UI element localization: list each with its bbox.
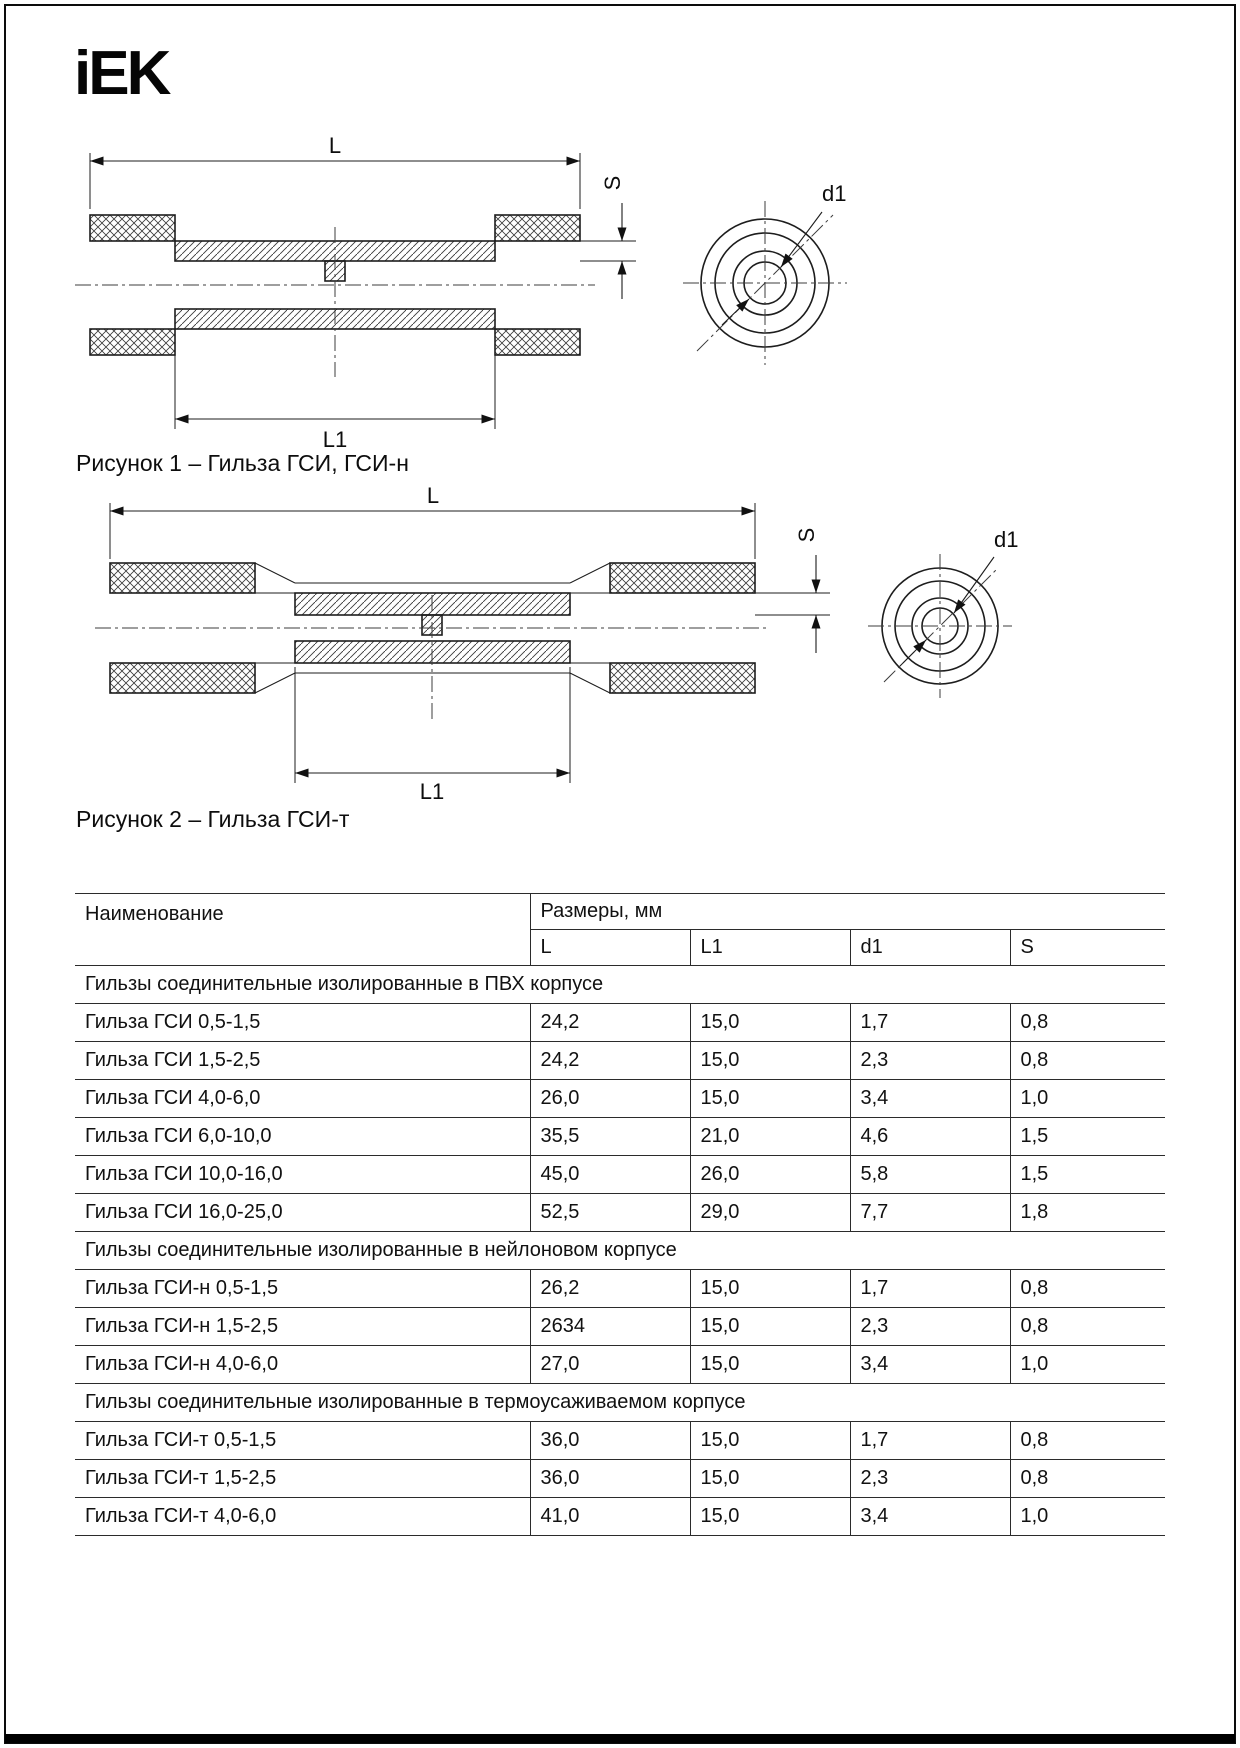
header-col-d1: d1 [850,930,1010,966]
table-row [75,1460,1165,1498]
header-col-S: S [1010,930,1165,966]
insulation-end-left-top [90,215,175,241]
figure-2-drawing [70,483,1170,813]
table-row [75,1080,1165,1118]
cell-L: 26,2 [530,1270,690,1308]
cell-L: 35,5 [530,1118,690,1156]
cell-S: 1,0 [1010,1346,1165,1384]
cell-name: Гильза ГСИ 16,0-25,0 [75,1194,530,1232]
end-view [683,181,847,365]
cell-d1: 2,3 [850,1042,1010,1080]
dim-label-S: S [600,175,625,191]
cell-L: 2634 [530,1308,690,1346]
insulation-end-right-top [610,563,755,593]
table-row [75,1194,1165,1232]
d1-arrow [722,299,749,325]
dimension-S [755,528,830,653]
cell-name: Гильза ГСИ-т 0,5-1,5 [75,1422,530,1460]
cell-name: Гильза ГСИ-т 1,5-2,5 [75,1460,530,1498]
cell-d1: 7,7 [850,1194,1010,1232]
cell-S: 1,0 [1010,1498,1165,1536]
dimension-S [580,176,636,299]
figure-2-caption: Рисунок 2 – Гильза ГСИ-т [76,806,350,832]
cell-L1: 15,0 [690,1422,850,1460]
table-row [75,1346,1165,1384]
cell-S: 1,0 [1010,1080,1165,1118]
cell-d1: 1,7 [850,1004,1010,1042]
cell-name: Гильза ГСИ 10,0-16,0 [75,1156,530,1194]
shrink-taper-line [255,673,295,693]
shrink-taper-line [570,563,610,583]
table-section-row [75,1232,1165,1270]
insulation-end-right-bottom [495,329,580,355]
cell-L1: 15,0 [690,1042,850,1080]
header-name: Наименование [75,894,530,966]
cell-L: 26,0 [530,1080,690,1118]
table-row [75,1004,1165,1042]
cell-L: 24,2 [530,1042,690,1080]
cell-L: 27,0 [530,1346,690,1384]
cell-L1: 15,0 [690,1308,850,1346]
section-title: Гильзы соединительные изолированные в нейлоновом корпусе [75,1232,1165,1270]
dimension-L1 [175,335,495,452]
shrink-taper-line [255,563,295,583]
cell-S: 1,8 [1010,1194,1165,1232]
cell-name: Гильза ГСИ 0,5-1,5 [75,1004,530,1042]
cell-L1: 15,0 [690,1270,850,1308]
cell-L: 45,0 [530,1156,690,1194]
table-row [75,1042,1165,1080]
dim-label-L: L [426,483,440,508]
insulation-end-left-bottom [90,329,175,355]
dim-label-d1: d1 [822,181,847,206]
cell-S: 1,5 [1010,1118,1165,1156]
dim-label-d1: d1 [994,527,1019,552]
table-section-row [75,1384,1165,1422]
cell-S: 0,8 [1010,1422,1165,1460]
cell-L1: 15,0 [690,1346,850,1384]
dim-label-L: L [328,135,342,158]
insulation-end-right-top [495,215,580,241]
cell-d1: 1,7 [850,1422,1010,1460]
cell-name: Гильза ГСИ 4,0-6,0 [75,1080,530,1118]
cell-name: Гильза ГСИ-н 4,0-6,0 [75,1346,530,1384]
cell-S: 0,8 [1010,1042,1165,1080]
cell-L1: 26,0 [690,1156,850,1194]
dimensions-table-wrapper [75,893,1165,1536]
cell-L: 24,2 [530,1004,690,1042]
cell-d1: 2,3 [850,1308,1010,1346]
insulation-end-left-top [110,563,255,593]
table-row [75,1270,1165,1308]
cell-S: 1,5 [1010,1156,1165,1194]
insulation-end-left-bottom [110,663,255,693]
bottom-bar [5,1734,1235,1743]
dimension-L [90,135,580,209]
shrink-taper-line [570,673,610,693]
dimension-L [110,483,755,559]
dimensions-table [75,893,1165,1536]
header-col-L1: L1 [690,930,850,966]
cell-L1: 15,0 [690,1498,850,1536]
cell-d1: 3,4 [850,1346,1010,1384]
section-title: Гильзы соединительные изолированные в ПВХ корпусе [75,966,1165,1004]
figure-1-drawing [70,135,870,455]
cell-name: Гильза ГСИ-н 0,5-1,5 [75,1270,530,1308]
cell-d1: 3,4 [850,1080,1010,1118]
cell-L: 36,0 [530,1460,690,1498]
table-row [75,1308,1165,1346]
header-sizes: Размеры, мм [530,894,1165,930]
d1-leader-arrow [781,212,822,267]
iek-logo: iEK [74,39,169,108]
cell-name: Гильза ГСИ-н 1,5-2,5 [75,1308,530,1346]
cell-S: 0,8 [1010,1270,1165,1308]
table-row [75,1156,1165,1194]
cell-L: 52,5 [530,1194,690,1232]
insulation-end-right-bottom [610,663,755,693]
cell-S: 0,8 [1010,1308,1165,1346]
cell-d1: 2,3 [850,1460,1010,1498]
dim-label-S: S [794,527,819,543]
cell-S: 0,8 [1010,1004,1165,1042]
table-row [75,1498,1165,1536]
header-col-L: L [530,930,690,966]
table-header-row-1 [75,894,1165,930]
dim-label-L1: L1 [322,427,348,452]
figure-1-caption: Рисунок 1 – Гильза ГСИ, ГСИ-н [76,450,409,476]
table-row [75,1118,1165,1156]
cell-name: Гильза ГСИ-т 4,0-6,0 [75,1498,530,1536]
cell-name: Гильза ГСИ 1,5-2,5 [75,1042,530,1080]
end-view [868,527,1018,698]
cell-d1: 1,7 [850,1270,1010,1308]
cell-L: 41,0 [530,1498,690,1536]
cell-L1: 29,0 [690,1194,850,1232]
cell-L1: 15,0 [690,1080,850,1118]
cell-d1: 5,8 [850,1156,1010,1194]
cell-d1: 3,4 [850,1498,1010,1536]
table-row [75,1422,1165,1460]
dim-label-L1: L1 [419,779,445,804]
section-title: Гильзы соединительные изолированные в термоусаживаемом корпусе [75,1384,1165,1422]
cell-L1: 15,0 [690,1460,850,1498]
cell-L1: 21,0 [690,1118,850,1156]
cell-L1: 15,0 [690,1004,850,1042]
table-section-row [75,966,1165,1004]
cell-d1: 4,6 [850,1118,1010,1156]
cell-name: Гильза ГСИ 6,0-10,0 [75,1118,530,1156]
cell-L: 36,0 [530,1422,690,1460]
cell-S: 0,8 [1010,1460,1165,1498]
